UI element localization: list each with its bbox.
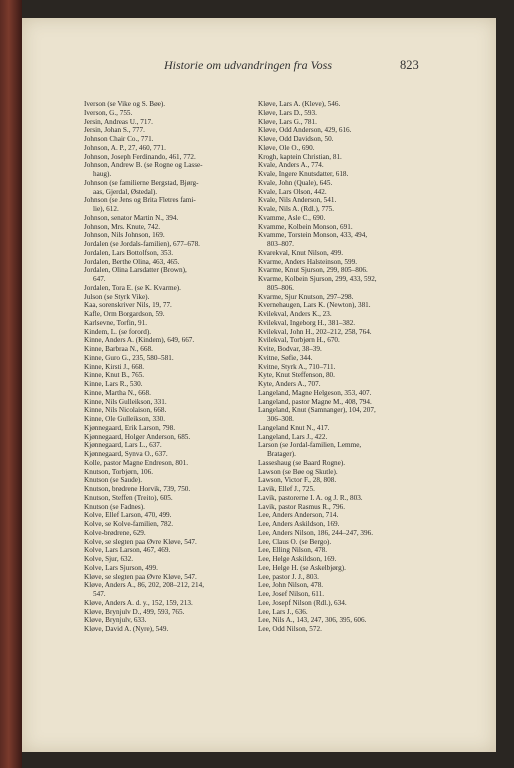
index-entry — [84, 424, 256, 433]
index-entry — [84, 328, 256, 337]
index-entry-text: Lee, Josepf Nilson (Rdl.), 634. — [258, 598, 347, 607]
index-entry — [258, 249, 433, 258]
index-entry-text: Knutson, Torbjørn, 106. — [84, 467, 154, 476]
index-entry-text: Jordalen, Lars Bottolfson, 353. — [84, 248, 174, 257]
index-entry-text: Kløve, Lars D., 593. — [258, 108, 317, 117]
index-entry — [84, 599, 256, 608]
index-entry — [258, 581, 433, 590]
index-entry-text: Kvernehaugen, Lars K. (Newton), 381. — [258, 301, 371, 310]
index-entry — [258, 538, 433, 547]
index-entry-text: Kløve, Anders A. d. y., 152, 159, 213. — [84, 598, 193, 607]
index-entry-text: Kvarme, Kolbein Sjurson, 299, 433, 592, — [258, 275, 377, 283]
index-entry — [84, 161, 256, 179]
index-entry-text: Kinne, Barbraa N., 668. — [84, 345, 153, 353]
index-entry-continuation: haug). — [93, 170, 112, 178]
index-entry-text: Lee, Anders Nilson, 186, 244–247, 396. — [258, 528, 373, 537]
index-entry-continuation: 805–806. — [267, 283, 294, 292]
index-entry — [258, 223, 433, 232]
index-entry — [84, 415, 256, 424]
index-entry-text: Julson (se Styrk Vike). — [84, 292, 150, 301]
index-entry — [258, 371, 433, 380]
index-column-right — [258, 100, 433, 634]
index-entry — [258, 529, 433, 538]
index-entry-text: Kinne, Nils Gulleikson, 331. — [84, 397, 167, 406]
index-entry — [84, 284, 256, 293]
index-entry-text: Lee, Helge Askildson, 169. — [258, 555, 337, 563]
index-entry — [258, 459, 433, 468]
index-entry-text: Johnson, senator Martin N., 394. — [84, 213, 179, 222]
index-entry — [84, 511, 256, 520]
index-entry-text: Johnson, Nils Johnson, 169. — [84, 231, 165, 240]
index-entry-text: Kvamme, Asle C., 690. — [258, 213, 326, 222]
index-entry-text: Kolle, pastor Magne Endreson, 801. — [84, 458, 188, 467]
index-entry — [258, 144, 433, 153]
index-entry — [258, 118, 433, 127]
index-entry — [258, 214, 433, 223]
index-entry-text: Kløve, Brynjulv, 633. — [84, 616, 147, 625]
index-entry — [258, 231, 433, 249]
index-entry-text: Karlsevne, Torfin, 91. — [84, 318, 148, 327]
index-entry-text: Lee, John Nilson, 478. — [258, 581, 324, 590]
index-entry-text: Kinne, Ole Gulleikson, 330. — [84, 415, 166, 423]
index-entry-text: Jersin, Andreas U., 717. — [84, 117, 153, 126]
index-entry-text: Kinne, Guro G., 235, 580–581. — [84, 353, 174, 362]
index-entry — [84, 380, 256, 389]
index-entry-text: Kolve, Lars Sjurson, 499. — [84, 563, 158, 572]
index-entry — [84, 406, 256, 415]
page-number: 823 — [400, 58, 419, 72]
index-entry-text: Johnson, Joseph Ferdinando, 461, 772. — [84, 152, 196, 161]
index-entry-text: Langeland, Magne Helgeson, 353, 407. — [258, 388, 372, 397]
index-entry-text: Kolve, Sjur, 632. — [84, 555, 134, 563]
index-entry-text: Lee, Helge H. (se Askelbjørg). — [258, 563, 346, 572]
index-entry-text: Kjønnegaard, Synva O., 637. — [84, 450, 168, 458]
index-entry — [84, 293, 256, 302]
index-entry-text: Lee, Josef Nilson, 611. — [258, 590, 325, 598]
index-entry — [84, 118, 256, 127]
index-entry — [258, 135, 433, 144]
index-entry — [258, 441, 433, 459]
index-entry-text: Kvale, Anders A., 774. — [258, 161, 324, 170]
index-entry-text: Kinne, Knut B., 765. — [84, 371, 145, 380]
index-entry-text: Jersin, Johan S., 777. — [84, 126, 145, 135]
index-entry-text: Kvale, John (Quale), 645. — [258, 178, 333, 187]
index-entry — [84, 345, 256, 354]
index-entry-continuation: 647. — [93, 275, 106, 283]
index-entry-text: Lee, Odd Nilson, 572. — [258, 625, 322, 633]
index-entry-text: Johnson (se Jens og Brita Fletres fami- — [84, 196, 196, 205]
index-entry — [258, 100, 433, 109]
index-entry-text: Kolve, Lars Larson, 467, 469. — [84, 546, 171, 555]
index-entry — [84, 196, 256, 214]
index-entry — [258, 476, 433, 485]
index-entry-text: Lee, Anders Askildson, 169. — [258, 520, 340, 528]
index-entry — [258, 363, 433, 372]
index-entry-text: Johnson, A. P., 27, 460, 771. — [84, 143, 166, 152]
index-entry-text: Jordalen, Olina Larsdatter (Brown), — [84, 266, 187, 275]
index-entry-text: Kvarme, Knut Sjurson, 299, 805–806. — [258, 266, 368, 275]
index-entry — [84, 441, 256, 450]
index-entry — [84, 538, 256, 547]
index-entry-text: Lee, pastor J. J., 803. — [258, 572, 319, 581]
index-entry — [258, 266, 433, 275]
index-entry-text: Johnson Chair Co., 771. — [84, 135, 154, 143]
index-entry — [84, 126, 256, 135]
index-entry — [258, 161, 433, 170]
index-entry — [84, 459, 256, 468]
index-entry-text: Jordalen, Tora E. (se K. Kvarme). — [84, 283, 181, 292]
book-binding — [0, 0, 22, 768]
index-entry — [258, 310, 433, 319]
index-entry — [84, 231, 256, 240]
index-entry-text: Lee, Lars J., 636. — [258, 607, 308, 616]
index-entry — [258, 485, 433, 494]
index-entry-continuation: 803–807. — [267, 240, 294, 248]
index-entry — [258, 406, 433, 424]
index-entry — [258, 564, 433, 573]
index-entry — [84, 153, 256, 162]
index-entry — [84, 249, 256, 258]
index-entry-text: Lee, Elling Nilson, 478. — [258, 546, 328, 555]
index-entry — [258, 258, 433, 267]
index-entry-text: Larson (se Jordal-familien, Lemme, — [258, 441, 362, 450]
index-entry-text: Langeland, Lars J., 422. — [258, 432, 328, 441]
index-entry — [84, 520, 256, 529]
index-entry-text: Kolve-brødrene, 629. — [84, 528, 146, 537]
index-entry — [258, 468, 433, 477]
index-entry — [84, 503, 256, 512]
index-entry-text: Kvale, Nils A. (Rdl.), 775. — [258, 205, 335, 213]
index-entry — [84, 450, 256, 459]
index-entry — [258, 188, 433, 197]
index-entry-text: Kjønnegaard, Erik Larson, 798. — [84, 423, 176, 432]
index-entry — [258, 494, 433, 503]
index-entry — [258, 354, 433, 363]
index-entry-text: Johnson, Mrs. Knute, 742. — [84, 222, 161, 231]
index-entry — [84, 581, 256, 599]
index-entry — [84, 266, 256, 284]
index-entry-text: Kjønnegaard, Holger Anderson, 685. — [84, 432, 191, 441]
index-entry — [84, 529, 256, 538]
index-entry — [258, 328, 433, 337]
index-entry-continuation: 547. — [93, 590, 106, 598]
index-entry-text: Langeland, Knut (Samnanger), 104, 207, — [258, 406, 376, 415]
index-entry-continuation: aas, Gjerdal, Østedal). — [93, 187, 158, 196]
running-title: Historie om udvandringen fra Voss — [164, 58, 332, 72]
index-entry — [84, 258, 256, 267]
index-entry-text: Krogh, kaptein Christian, 81. — [258, 152, 342, 161]
index-entry-text: Kvilekval, John H., 202–212, 258, 764. — [258, 327, 372, 336]
index-entry — [258, 389, 433, 398]
index-entry-text: Kløve, se slegten paa Øvre Kløve, 547. — [84, 572, 197, 581]
index-entry-text: Kvitne, Søfie, 344. — [258, 353, 313, 362]
index-entry — [258, 608, 433, 617]
index-entry — [84, 144, 256, 153]
index-entry-text: Knutson (se Fadnes). — [84, 502, 145, 511]
index-entry-text: Kyte, Knut Steffenson, 80. — [258, 371, 335, 380]
index-entry — [84, 546, 256, 555]
index-entry — [84, 555, 256, 564]
index-entry-text: Kinne, Nils Nicolaison, 668. — [84, 406, 167, 415]
index-entry-text: Kinne, Lars R., 530. — [84, 380, 143, 388]
index-entry-text: Lee, Claus O. (se Bergo). — [258, 537, 332, 546]
index-entry-text: Knutson, Steffen (Treito), 605. — [84, 493, 173, 502]
index-entry-text: Kløve, Brynjulv D., 499, 593, 765. — [84, 607, 185, 616]
index-entry-text: Kløve, Ole O., 690. — [258, 143, 315, 152]
index-entry — [84, 109, 256, 118]
index-entry-text: Kolve, Ellef Larson, 470, 499. — [84, 511, 172, 520]
index-entry-text: Lavik, Ellef J., 725. — [258, 485, 315, 493]
index-entry — [84, 485, 256, 494]
index-entry-text: Lasseshaug (se Baard Rogne). — [258, 458, 346, 467]
index-entry-text: Lawson, Victor F., 28, 808. — [258, 476, 337, 485]
index-entry — [258, 293, 433, 302]
index-entry-text: Johnson (se familierne Bergstad, Bjørg- — [84, 178, 199, 187]
index-entry — [258, 573, 433, 582]
index-entry-text: Kjønnegaard, Lars L., 637. — [84, 441, 162, 450]
index-entry — [258, 555, 433, 564]
index-entry-text: Kaa, sorenskriver Nils, 19, 77. — [84, 301, 172, 310]
index-entry-text: Kløve, Anders A., 86, 202, 208–212, 214, — [84, 581, 204, 590]
index-entry — [258, 433, 433, 442]
index-entry-text: Kvarme, Anders Halsteinson, 599. — [258, 257, 358, 266]
index-entry-text: Kvarekval, Knut Nilson, 499. — [258, 248, 344, 257]
index-entry — [258, 196, 433, 205]
index-entry — [258, 380, 433, 389]
index-entry — [84, 354, 256, 363]
index-entry-text: Kvilekval, Anders K., 23. — [258, 310, 332, 318]
index-entry-text: Iverson (se Vike og S. Bøe). — [84, 100, 166, 108]
index-entry-text: Kvite, Bodvar, 38–39. — [258, 345, 322, 353]
index-entry — [258, 520, 433, 529]
index-entry-text: Langeland, pastor Magne M., 408, 794. — [258, 397, 372, 406]
index-entry-text: Kløve, Lars A. (Kleve), 546. — [258, 100, 341, 108]
index-entry-text: Jordalen, Berthe Olina, 463, 465. — [84, 257, 180, 266]
index-entry-text: Kvarme, Sjur Knutson, 297–298. — [258, 292, 354, 301]
index-entry-text: Kvilekval, Ingeborg H., 381–382. — [258, 318, 356, 327]
index-entry — [84, 179, 256, 197]
index-entry-continuation: 306–308. — [267, 415, 294, 423]
index-entry — [258, 126, 433, 135]
index-entry — [258, 345, 433, 354]
index-entry — [258, 503, 433, 512]
index-entry-text: Jordalen (se Jordals-familien), 677–678. — [84, 240, 200, 248]
index-entry-text: Langeland Knut N., 417. — [258, 423, 330, 432]
index-entry — [84, 223, 256, 232]
index-entry-text: Kinne, Martha N., 668. — [84, 388, 151, 397]
index-entry — [84, 398, 256, 407]
index-entry-text: Kløve, Odd Davidson, 50. — [258, 135, 334, 143]
index-entry-text: Lee, Nils A., 143, 247, 306, 395, 606. — [258, 616, 367, 625]
index-entry-text: Lavik, pastor Rasmus R., 796. — [258, 502, 346, 511]
index-entry — [84, 494, 256, 503]
index-entry-continuation: Bratager). — [267, 450, 296, 458]
index-entry — [258, 301, 433, 310]
index-entry — [258, 319, 433, 328]
index-entry — [84, 371, 256, 380]
index-entry — [258, 590, 433, 599]
index-entry-text: Kvamme, Kolbein Monson, 691. — [258, 222, 353, 231]
index-entry — [84, 214, 256, 223]
index-entry-text: Kløve, Lars G., 781. — [258, 117, 317, 126]
index-entry-text: Lee, Anders Anderson, 714. — [258, 511, 339, 520]
index-entry-text: Kvale, Ingere Knutsdatter, 618. — [258, 170, 349, 178]
index-entry — [258, 616, 433, 625]
index-entry — [258, 599, 433, 608]
index-entry — [258, 625, 433, 634]
index-entry — [84, 564, 256, 573]
index-entry — [258, 205, 433, 214]
index-entry-continuation: lie), 612. — [93, 205, 119, 213]
index-entry — [84, 363, 256, 372]
index-entry — [258, 424, 433, 433]
index-entry-text: Kvamme, Torstein Monson, 433, 494, — [258, 231, 368, 240]
index-entry-text: Kvilekval, Torbjørn H., 670. — [258, 336, 340, 345]
index-entry — [258, 398, 433, 407]
index-entry-text: Kvitne, Styrk A., 710–711. — [258, 362, 336, 371]
index-entry — [84, 433, 256, 442]
index-column-left — [84, 100, 256, 634]
index-entry — [84, 135, 256, 144]
index-entry-text: Kinne, Kirsti J., 668. — [84, 362, 145, 371]
index-entry-text: Kafle, Orm Borgardson, 59. — [84, 310, 165, 318]
index-entry — [258, 336, 433, 345]
index-entry-text: Kolve, se Kolve-familien, 782. — [84, 520, 174, 528]
index-entry — [258, 153, 433, 162]
index-entry — [84, 625, 256, 634]
index-entry-text: Kindem, L. (se forord). — [84, 327, 152, 336]
index-entry-text: Kinne, Anders A. (Kindem), 649, 667. — [84, 336, 195, 345]
index-entry — [258, 179, 433, 188]
index-entry — [258, 546, 433, 555]
index-entry-text: Knutson (se Saude). — [84, 476, 143, 485]
index-entry-text: Kvale, Nils Anderson, 541. — [258, 196, 337, 205]
index-entry — [84, 240, 256, 249]
index-entry-text: Johnson, Andrew B. (se Rogne og Lasse- — [84, 161, 203, 170]
index-entry — [84, 608, 256, 617]
index-entry-text: Kvale, Lars Olson, 442. — [258, 187, 327, 196]
index-entry-text: Iverson, G., 755. — [84, 108, 133, 117]
index-entry-text: Knutson, brødrene Horvik, 739, 750. — [84, 485, 191, 493]
index-entry — [258, 511, 433, 520]
index-entry — [84, 336, 256, 345]
index-entry — [258, 170, 433, 179]
index-entry-text: Kolve, se slegten paa Øvre Kløve, 547. — [84, 537, 197, 546]
index-entry-text: Lawson (se Bøe og Skutle). — [258, 467, 338, 476]
index-entry — [84, 616, 256, 625]
index-entry — [84, 468, 256, 477]
index-entry-text: Kyte, Anders A., 707. — [258, 380, 321, 388]
index-entry — [84, 100, 256, 109]
index-entry — [84, 573, 256, 582]
index-entry — [258, 275, 433, 293]
index-entry — [84, 301, 256, 310]
index-entry — [258, 109, 433, 118]
index-entry — [84, 476, 256, 485]
index-entry — [84, 310, 256, 319]
index-entry — [84, 389, 256, 398]
index-entry-text: Kløve, Odd Anderson, 429, 616. — [258, 126, 352, 135]
index-entry — [84, 319, 256, 328]
index-entry-text: Lavik, pastorerne I. A. og J. R., 803. — [258, 493, 363, 502]
index-entry-text: Kløve, David A. (Nyre), 549. — [84, 625, 169, 633]
